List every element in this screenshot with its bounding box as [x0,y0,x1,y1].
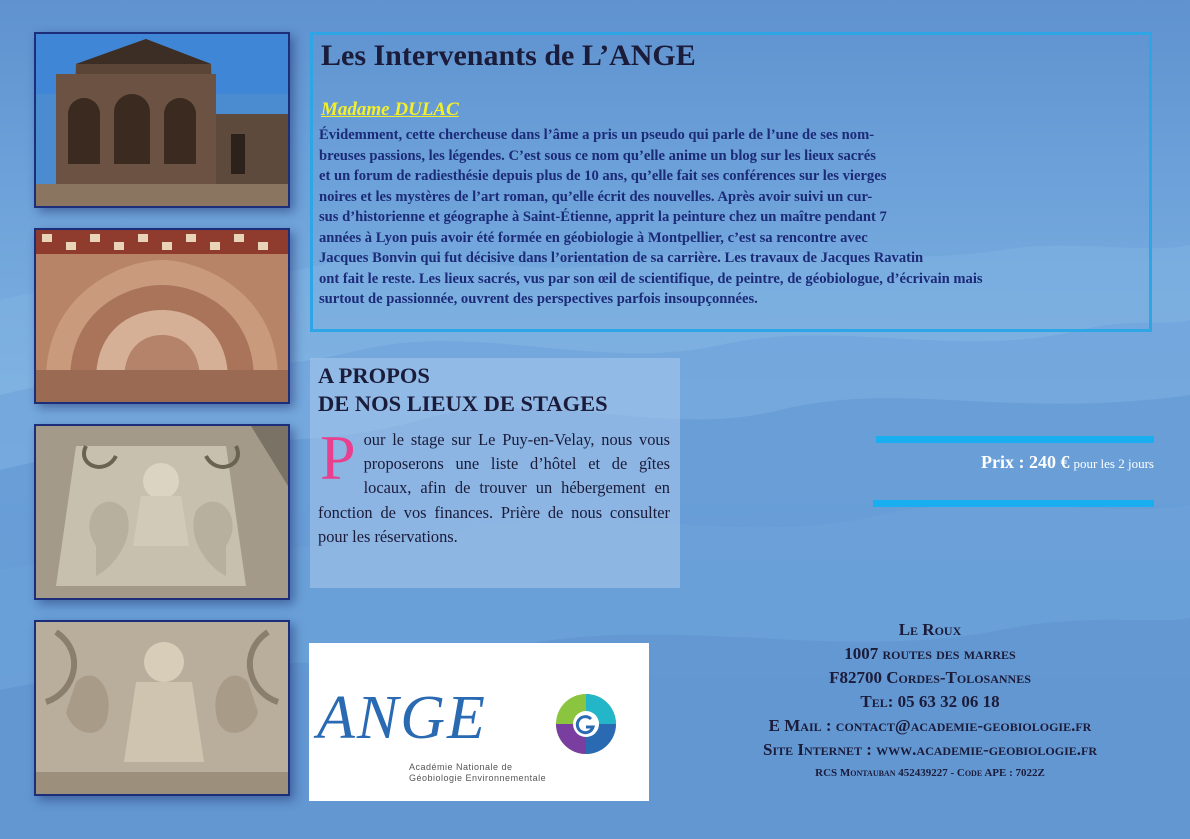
price-info [876,452,1154,473]
bio-line: Évidemment, cette chercheuse dans l’âme a pris un pseudo qui parle de l’une de ses nom- [319,127,875,143]
price-divider-top [876,436,1154,443]
about-title-line-1: A PROPOS [318,363,430,388]
carved-figure-capital-photo [34,620,290,796]
romanesque-chapel-photo [34,32,290,208]
about-stages-section [310,358,680,588]
bio-line: noires et les mystères de l’art roman, qu’elle écrit des nouvelles. Après avoir suivi un cur- [319,188,873,205]
bio-line: Jacques Bonvin qui fut décisive dans l’orientation de sa carrière. Les travaux de Jacques Ravatin [319,250,924,266]
logo-subtitle [409,762,546,784]
intervenants-title: Les Intervenants de L’ANGE [321,39,696,72]
bio-line: et un forum de radiesthésie depuis plus de 10 ans, qu’elle fait ses conférences sur les vierges [319,168,887,184]
contact-street: 1007 routes des marres [844,644,1016,663]
bio-line: ont fait le reste. Les lieux sacrés, vus par son œil de scientifique, de peintre, de géobiologue, d’écrivain mais [319,270,983,287]
intervenants-section [310,32,1152,332]
logo-subtitle-line-1: Académie Nationale de [409,762,513,772]
price-amount: 240 € [1028,452,1070,472]
price-period: pour les 2 jours [1073,456,1154,471]
logo-wordmark: ANGE [317,684,487,752]
contact-phone: Tel: 05 63 32 06 18 [860,692,1000,711]
price-divider-bottom [873,500,1154,507]
drop-cap: P [320,422,356,493]
contact-registration: RCS Montauban 452439227 - Code APE : 7022Z [815,767,1045,779]
price-label: Prix : [980,452,1029,472]
ange-logo [309,643,649,801]
about-text [318,422,670,549]
contact-email[interactable]: E Mail : contact@academie-geobiologie.fr [768,716,1092,735]
logo-emblem-icon [553,691,619,757]
bio-line: surtout de passionnée, ouvrent des perspectives parfois insoupçonnées. [319,291,758,307]
contact-name: Le Roux [898,620,962,639]
about-body: our le stage sur Le Puy-en-Velay, nous vous proposerons une liste d’hôtel et de gîtes locaux, afin de trouver un hébergement en fonction de vos finances. Prière de nous consulter pour les réservations. [318,430,670,546]
contact-block [700,618,1160,784]
bio-line: années à Lyon puis avoir été formée en géobiologie à Montpellier, c’est sa rencontre avec [319,229,868,246]
logo-subtitle-line-2: Géobiologie Environnementale [409,773,547,783]
bio-line: sus d’historienne et géographe à Saint-Étienne, apprit la peinture chez un maître pendant 7 [319,209,887,225]
bio-line: breuses passions, les légendes. C’est sous ce nom qu’elle anime un blog sur les lieux sacrés [319,147,876,164]
mermaid-capital-sculpture-photo [34,424,290,600]
speaker-name: Madame DULAC [321,99,459,120]
speaker-bio [319,125,1147,310]
carved-portal-tympanum-photo [34,228,290,404]
contact-website[interactable]: Site Internet : www.academie-geobiologie.fr [762,740,1098,759]
about-title-line-2: DE NOS LIEUX DE STAGES [318,391,608,416]
about-title [318,362,608,418]
contact-city: F82700 Cordes-Tolosannes [829,668,1031,687]
